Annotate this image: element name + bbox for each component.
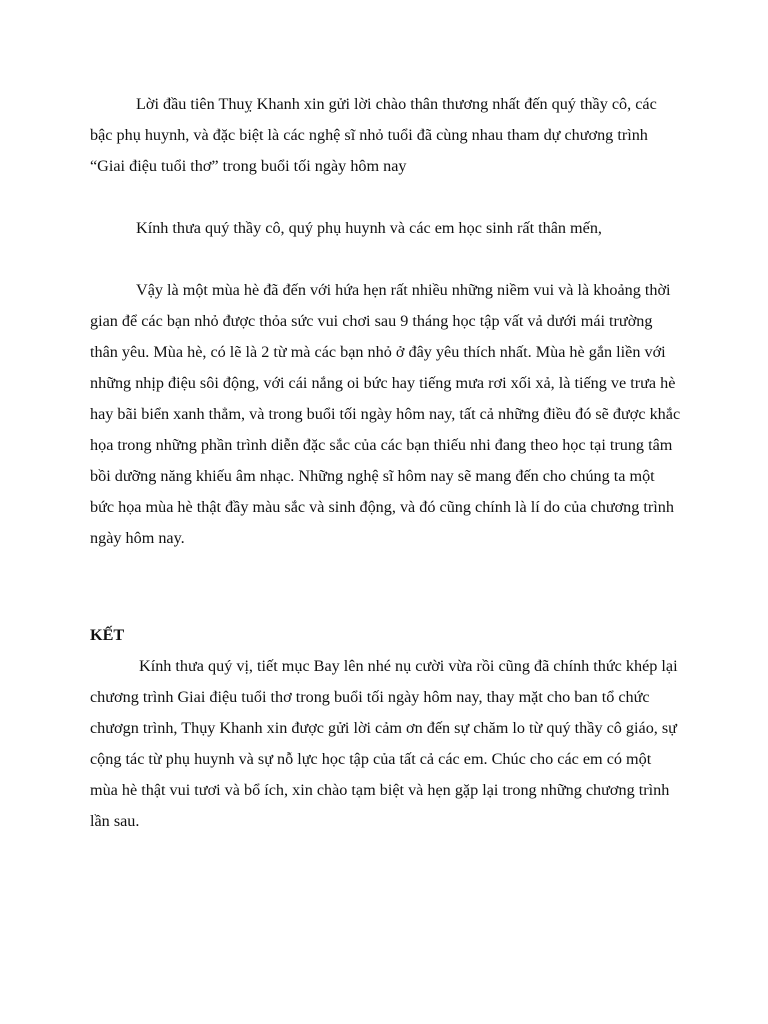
summer-paragraph: Vậy là một mùa hè đã đến với hứa hẹn rất nhiều những niềm vui và là khoảng thời gian để các bạn nhỏ được thỏa sức vui chơi sau 9 tháng học tập vất vả dưới mái trường thân yêu. Mùa hè, có lẽ là 2 từ mà các bạn nhỏ ở đây yêu thích nhất. Mùa hè gắn liền với những nhịp điệu sôi động, với cái nắng oi bức hay tiếng mưa rơi xối xả, là tiếng ve trưa hè hay bãi biển xanh thẳm, và trong buổi tối ngày hôm nay, tất cả những điều đó sẽ được khắc họa trong những phần trình diễn đặc sắc của các bạn thiếu nhi đang theo học tại trung tâm bồi dưỡng năng khiếu âm nhạc. Những nghệ sĩ hôm nay sẽ mang đến cho chúng ta một bức họa mùa hè thật đầy màu sắc và sinh động, và đó cũng chính là lí do của chương trình ngày hôm nay. (90, 281, 681, 547)
greeting-paragraph: Kính thưa quý thầy cô, quý phụ huynh và các em học sinh rất thân mến, (136, 219, 602, 237)
section-heading-ket: KẾT (90, 626, 125, 644)
closing-paragraph: Kính thưa quý vị, tiết mục Bay lên nhé nụ cười vừa rồi cũng đã chính thức khép lại chương trình Giai điệu tuổi thơ trong buổi tối ngày hôm nay, thay mặt cho ban tổ chức chươgn trình, Thụy Khanh xin được gửi lời cảm ơn đến sự chăm lo từ quý thầy cô giáo, sự cộng tác từ phụ huynh và sự nỗ lực học tập của tất cả các em. Chúc cho các em có một mùa hè thật vui tươi và bổ ích, xin chào tạm biệt và hẹn gặp lại trong những chương trình lần sau. (90, 657, 678, 830)
opening-paragraph: Lời đầu tiên Thuỵ Khanh xin gửi lời chào thân thương nhất đến quý thầy cô, các bậc phụ huynh, và đặc biệt là các nghệ sĩ nhỏ tuổi đã cùng nhau tham dự chương trình “Giai điệu tuổi thơ” trong buổi tối ngày hôm nay (90, 95, 657, 175)
